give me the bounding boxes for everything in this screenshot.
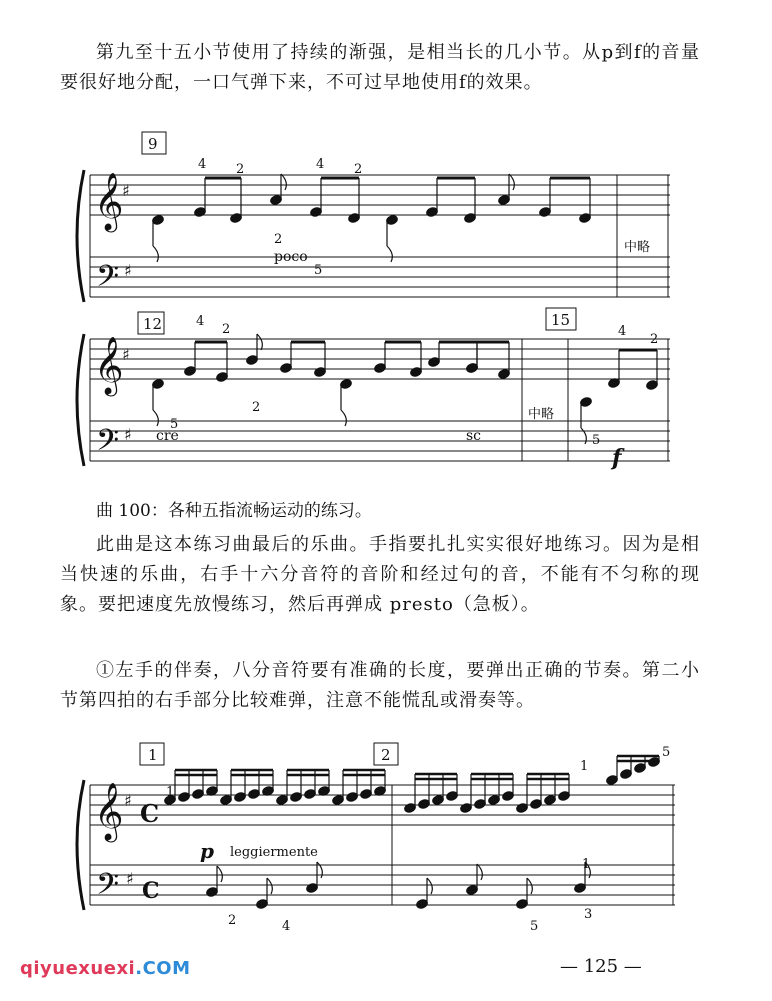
measure-number: 15 (551, 311, 571, 329)
fingering: 5 (314, 263, 323, 278)
fingering: 2 (236, 162, 245, 177)
fingering: 1 (582, 857, 591, 872)
staff-1-treble (90, 175, 670, 215)
note-flag (527, 878, 532, 894)
note-flag (267, 878, 272, 894)
note-flag (509, 174, 514, 190)
left-hand-note: ①左手的伴奏，八分音符要有准确的长度，要弹出正确的节奏。第二小节第四拍的右手部分比较难弹，注意不能慌乱或滑奏等。 (60, 660, 700, 711)
note-flag (387, 246, 392, 262)
omitted-label: 中略 (624, 240, 651, 255)
piece-description: 此曲是这本练习曲最后的乐曲。手指要扎扎实实很好地练习。因为是相当快速的乐曲，右手十六分音符的音阶和经过句的音，不能有不匀称的现象。要把速度先放慢练习，然后再弹成 presto（急板）。 (60, 534, 700, 615)
omitted-label: 中略 (528, 407, 555, 422)
fingering: 5 (170, 417, 179, 432)
note-flag (427, 878, 432, 894)
note-flag (217, 866, 222, 882)
fingering: 4 (618, 324, 627, 339)
page-number: — 125 — (560, 956, 642, 977)
note-flag (341, 410, 346, 426)
treble-clef-icon: 𝄞 (94, 782, 124, 840)
fingering: 1 (166, 785, 175, 800)
note-flag (281, 174, 286, 190)
watermark-logo: qiyuexuexi.COM (20, 958, 191, 979)
expression-text: poco (274, 249, 308, 265)
bass-clef-icon: 𝄢 (96, 868, 120, 909)
fingering: 1 (580, 759, 589, 774)
measure-number: 12 (143, 315, 163, 333)
measure-number: 9 (148, 135, 158, 153)
fingering: 2 (222, 322, 231, 337)
staff-1-bass (90, 257, 670, 297)
expression-text: cre (156, 428, 179, 444)
dynamic-marking: p (200, 839, 214, 863)
treble-clef-icon: 𝄞 (94, 336, 124, 394)
sharp-icon: ♯ (122, 345, 130, 364)
fingering: 2 (274, 232, 283, 247)
bass-clef-icon: 𝄢 (96, 260, 120, 301)
fingering: 2 (252, 400, 261, 415)
dynamic-marking: f (612, 445, 622, 471)
expression-text: sc (466, 428, 482, 444)
sharp-icon: ♯ (124, 791, 132, 810)
sharp-icon: ♯ (122, 181, 130, 200)
fingering: 5 (530, 919, 539, 934)
fingering: 5 (592, 433, 601, 448)
note-flag (153, 410, 158, 426)
intro-paragraph: 第九至十五小节使用了持续的渐强，是相当长的几小节。从p到f的音量要很好地分配，一口气弹下来，不可过早地使用f的效果。 (60, 42, 700, 93)
fingering: 4 (198, 157, 207, 172)
note-flag (153, 246, 158, 262)
treble-clef-icon: 𝄞 (94, 172, 124, 230)
fingering: 2 (650, 332, 659, 347)
fingering: 4 (316, 157, 325, 172)
fingering: 4 (196, 314, 205, 329)
bass-clef-icon: 𝄢 (96, 424, 120, 465)
piece-caption: 曲 100：各种五指流畅运动的练习。 (96, 501, 372, 521)
fingering: 5 (662, 745, 671, 760)
fingering: 4 (282, 919, 291, 934)
staff-2-treble (90, 339, 670, 379)
fingering: 3 (584, 907, 593, 922)
measure-number: 2 (381, 746, 391, 764)
common-time-icon: C (140, 799, 160, 828)
common-time-icon: C (142, 878, 160, 904)
sharp-icon: ♯ (126, 869, 134, 888)
expression-text: leggiermente (230, 845, 318, 860)
note-flag (317, 862, 322, 878)
fingering: 2 (228, 913, 237, 928)
measure-number: 1 (148, 746, 158, 764)
sharp-icon: ♯ (124, 261, 132, 280)
fingering: 2 (354, 162, 363, 177)
note-flag (477, 864, 482, 880)
note-flag (581, 428, 586, 444)
note-flag (257, 334, 262, 350)
sharp-icon: ♯ (124, 425, 132, 444)
